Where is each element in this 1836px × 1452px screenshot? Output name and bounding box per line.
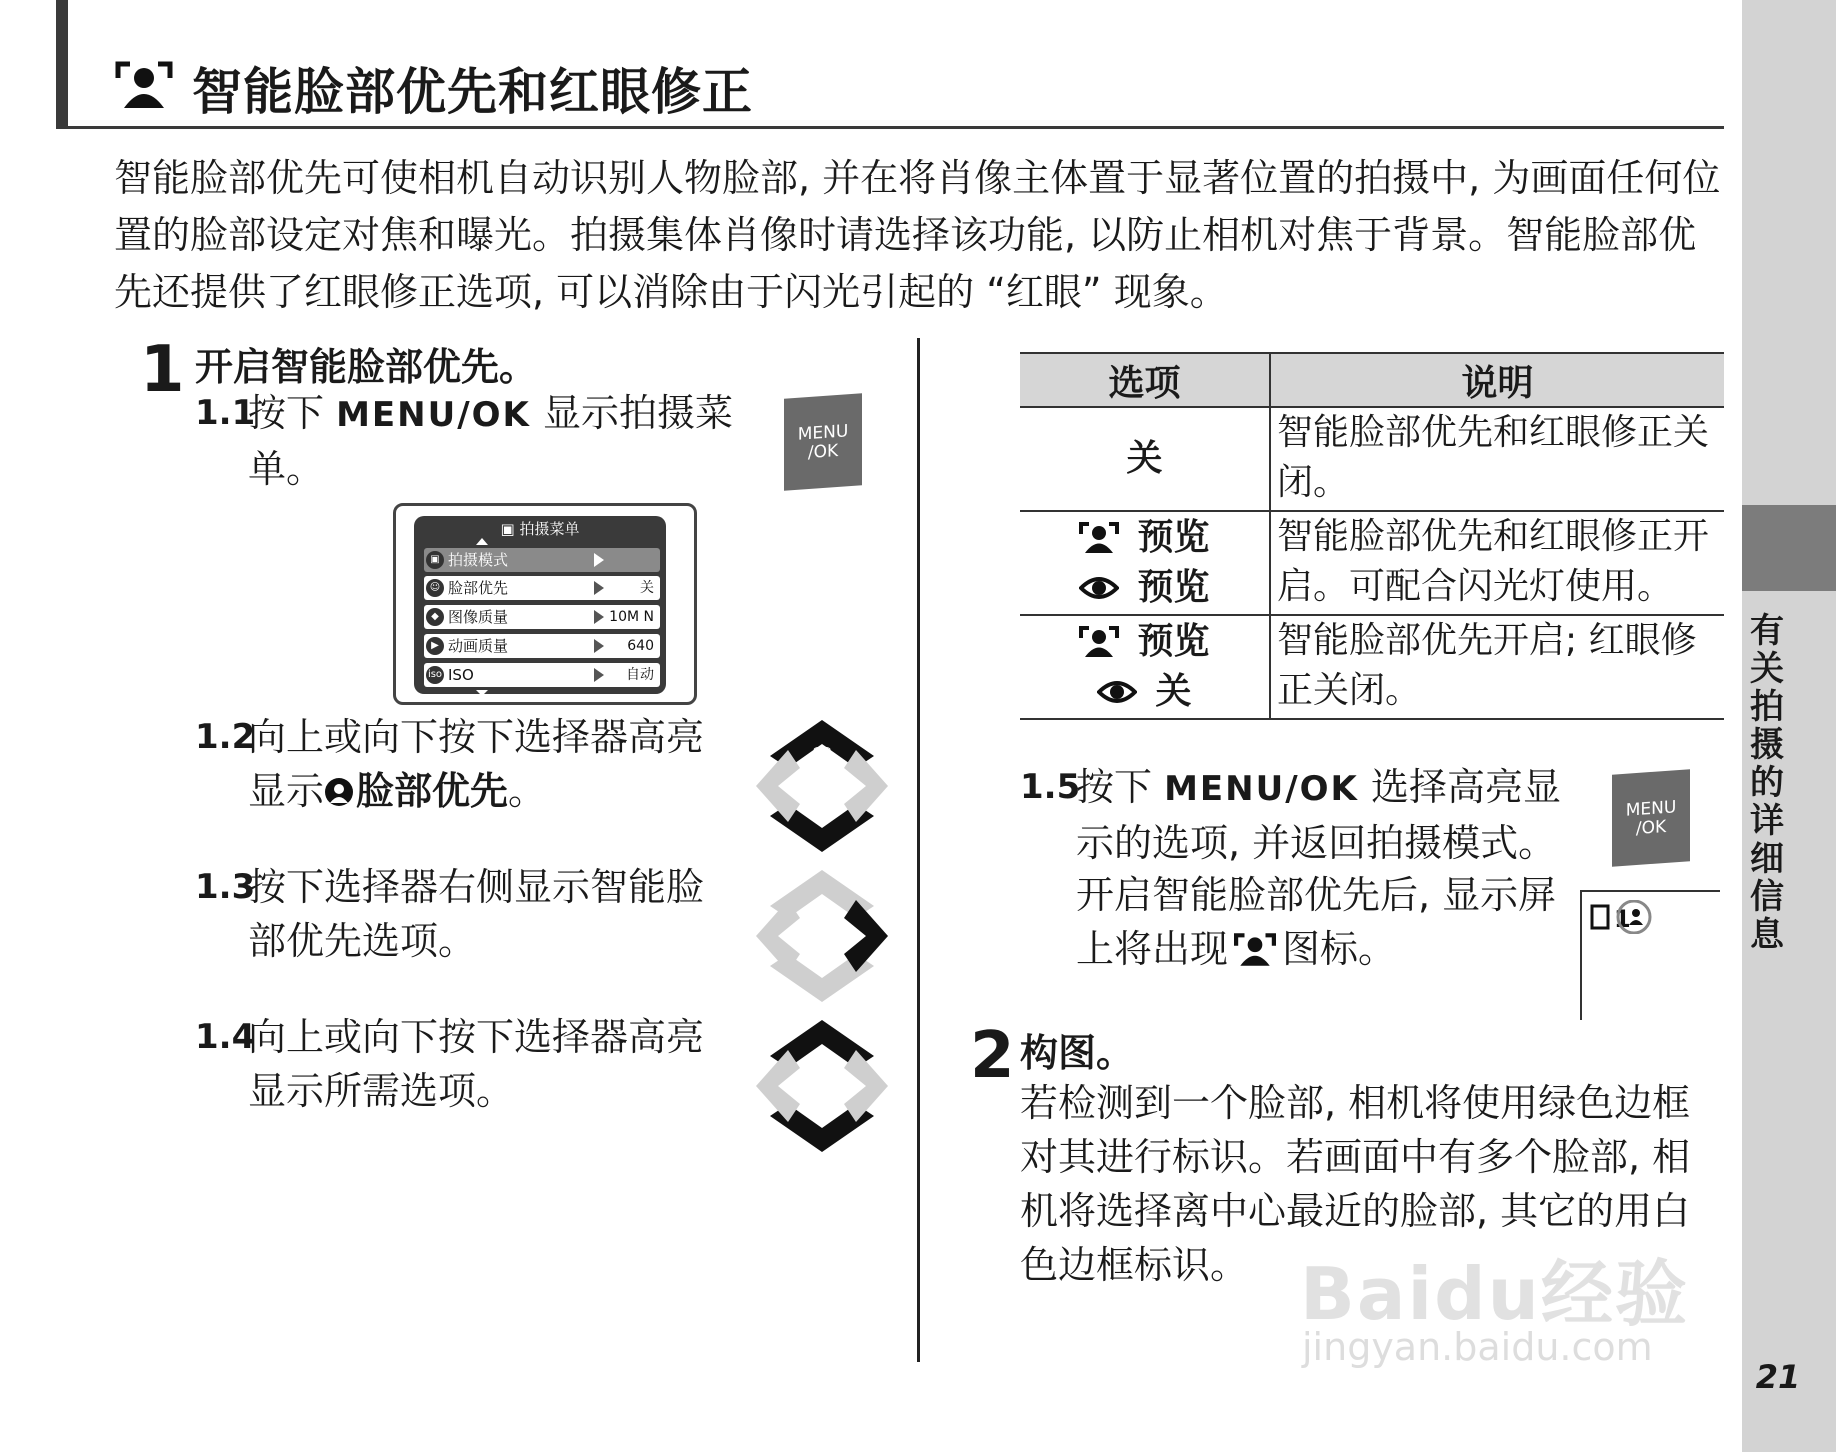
camera-menu-row: ◆ 图像质量 10M N: [424, 605, 660, 629]
selector-right-icon: [752, 866, 892, 1006]
scroll-up-icon: [476, 538, 488, 545]
svg-text:1: 1: [1614, 905, 1631, 933]
scroll-down-icon: [476, 690, 488, 696]
menu-ok-button-image: MENU /OK: [1612, 769, 1690, 866]
face-detection-icon: [1079, 626, 1119, 658]
camera-menu-row: iso ISO 自动: [424, 663, 660, 687]
camera-icon: ▣: [426, 551, 444, 569]
step-1-5-note: 开启智能脸部优先后, 显示屏上将出现 图标。: [1076, 873, 1557, 971]
svg-text:🗑: 🗑: [810, 746, 834, 767]
header-bar: [56, 0, 68, 128]
step-1-4-number: 1.4: [195, 1017, 256, 1057]
intro-paragraph: 智能脸部优先可使相机自动识别人物脸部, 并在将肖像主体置于显著位置的拍摄中, 为画面任何位置的脸部设定对焦和曝光。拍摄集体肖像时请选择该功能, 以防止相机对焦于背景。智能脸部优先还提供了红眼修正选项, 可以消除由于闪光引起的 “红眼” 现象。: [114, 156, 1721, 314]
red-eye-icon: [1097, 676, 1137, 708]
step-1-5-text: 按下 MENU/OK 选择高亮显示的选项, 并返回拍摄模式。: [1076, 765, 1561, 865]
step-1-1-text: 按下 MENU/OK 显示拍摄菜单。: [248, 391, 733, 491]
table-cell: 智能脸部优先和红眼修正关闭。: [1270, 407, 1724, 511]
step-1-title: 开启智能脸部优先。: [195, 345, 538, 389]
red-eye-icon: [1079, 572, 1119, 604]
step-1-5-number: 1.5: [1020, 767, 1081, 807]
step-1-3-text: 按下选择器右侧显示智能脸部优先选项。: [248, 865, 705, 963]
options-table: [1020, 352, 1724, 720]
watermark-logo: Baidu经验: [1300, 1252, 1689, 1336]
selector-up-down-icon: [752, 1016, 892, 1156]
menu-ok-button-image: MENU /OK: [784, 393, 862, 490]
step-2-text: 若检测到一个脸部, 相机将使用绿色边框对其进行标识。若画面中有多个脸部, 相机将选择离中心最近的脸部, 其它的用白色边框标识。: [1020, 1081, 1691, 1287]
camera-menu-title: ▣ 拍摄菜单: [500, 520, 580, 538]
movie-quality-icon: ▶: [426, 637, 444, 655]
table-row: 预览 预览 智能脸部优先和红眼修正开启。可配合闪光灯使用。: [1020, 511, 1724, 615]
watermark-url: jingyan.baidu.com: [1302, 1325, 1653, 1369]
face-detection-icon: [1234, 933, 1276, 967]
step-2-number: 2: [970, 1019, 1015, 1093]
page-number: 21: [1755, 1358, 1801, 1396]
step-2-title: 构图。: [1020, 1031, 1135, 1075]
column-divider: [917, 338, 920, 1362]
table-cell: 智能脸部优先和红眼修正开启。可配合闪光灯使用。: [1270, 511, 1724, 615]
page-title: 智能脸部优先和红眼修正: [192, 63, 753, 121]
camera-menu-row: ▣ 拍摄模式: [424, 548, 660, 572]
iso-icon: iso: [426, 666, 444, 684]
table-cell: 智能脸部优先开启; 红眼修正关闭。: [1270, 615, 1724, 719]
face-detection-indicator-icon: [1590, 900, 1660, 934]
step-1-3-number: 1.3: [195, 867, 256, 907]
face-detection-icon: [114, 60, 174, 110]
step-1-number: 1: [140, 333, 185, 407]
table-row: 关 智能脸部优先和红眼修正关闭。: [1020, 407, 1724, 511]
header-rule: [56, 126, 1724, 129]
face-icon: ☺: [426, 579, 444, 597]
camera-menu-screenshot: [393, 503, 697, 705]
section-tab-label: 有关拍摄的详细信息: [1750, 611, 1784, 955]
step-1-2-number: 1.2: [195, 717, 256, 757]
camera-menu-row: ☺ 脸部优先 关: [424, 576, 660, 600]
image-quality-icon: ◆: [426, 608, 444, 626]
camera-menu-row: ▶ 动画质量 640: [424, 634, 660, 658]
face-detection-icon: [1079, 522, 1119, 554]
table-header: 选项: [1020, 353, 1270, 407]
step-1-1-number: 1.1: [195, 393, 256, 433]
edge-tab-marker: [1742, 505, 1836, 591]
step-1-4-text: 向上或向下按下选择器高亮显示所需选项。: [248, 1015, 705, 1113]
table-header: 说明: [1270, 353, 1724, 407]
table-row: 预览 关 智能脸部优先开启; 红眼修正关闭。: [1020, 615, 1724, 719]
step-1-2-text: 向上或向下按下选择器高亮显示 脸部优先。: [248, 715, 705, 813]
selector-up-down-icon: [752, 716, 892, 856]
face-detection-icon: [324, 777, 354, 807]
